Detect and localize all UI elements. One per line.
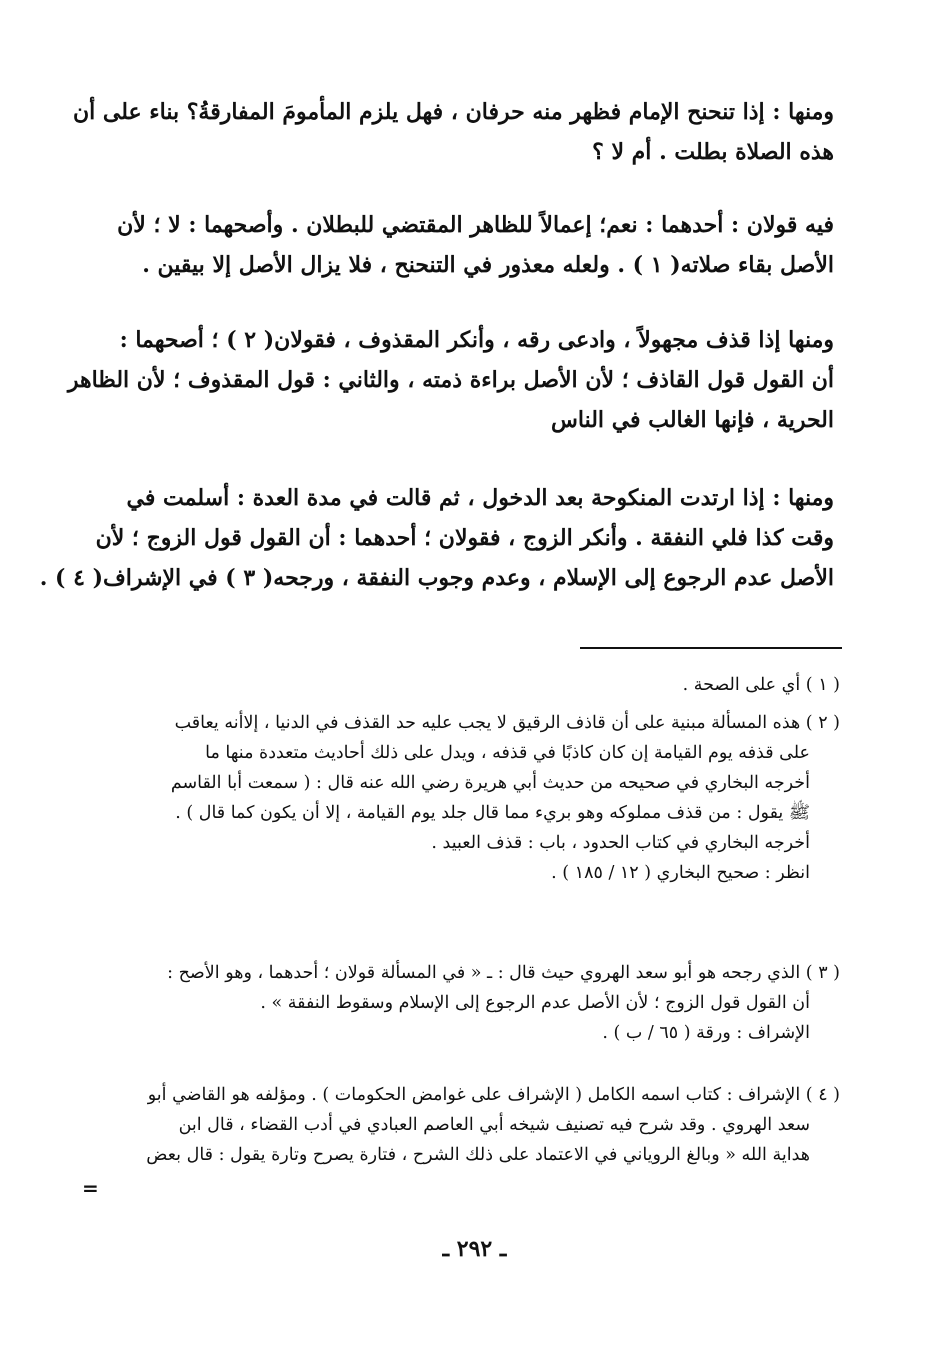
footnote-2 — [104, 708, 840, 888]
footnote-line: سعد الهروي . وقد شرح فيه تصنيف شيخه أبي العاصم العبادي في أدب القضاء ، قال ابن — [178, 1115, 810, 1135]
footnote-1 — [112, 670, 840, 700]
paragraph-line: ومنها إذا قذف مجهولاً ، وادعى رقه ، وأنكر المقذوف ، فقولان( ٢ ) ؛ أصحهما : — [119, 327, 834, 353]
paragraph-2 — [112, 205, 834, 285]
paragraph-line: ومنها : إذا ارتدت المنكوحة بعد الدخول ، ثم قالت في مدة العدة : أسلمت في — [126, 485, 834, 511]
footnote-line: على قذفه يوم القيامة إن كان كاذبًا في قذفه ، ويدل على ذلك أحاديث متعددة منها ما — [205, 743, 810, 763]
paragraph-line: ومنها : إذا تنحنح الإمام فظهر منه حرفان ، فهل يلزم المأمومَ المفارقةُ؟ بناء على أن — [72, 99, 834, 125]
footnote-separator — [580, 647, 842, 649]
paragraph-1 — [72, 92, 834, 172]
footnote-line: ( ٢ ) هذه المسألة مبنية على أن قاذف الرقيق لا يجب عليه حد القذف في الدنيا ، إلاأنه يعاقب — [174, 713, 840, 733]
page-number: ـ ٢٩٢ ـ — [442, 1236, 507, 1262]
footnote-3 — [104, 958, 840, 1048]
paragraph-3 — [67, 320, 834, 440]
footnote-line: أخرجه البخاري في كتاب الحدود ، باب : قذف العبيد . — [431, 833, 810, 853]
footnote-line: ( ١ ) أي على الصحة . — [682, 675, 840, 695]
paragraph-line: الحرية ، فإنها الغالب في الناس — [551, 407, 834, 433]
footnote-line: الإشراف : ورقة ( ٦٥ / ب ) . — [602, 1023, 810, 1043]
paragraph-line: فيه قولان : أحدهما : نعم؛ إعمالاً للظاهر المقتضي للبطلان . وأصحهما : لا ؛ لأن — [117, 212, 834, 238]
paragraph-line: وقت كذا فلي النفقة . وأنكر الزوج ، فقولان ؛ أحدهما : أن القول قول الزوج ؛ لأن — [95, 525, 834, 551]
footnote-line: أخرجه البخاري في صحيحه من حديث أبي هريرة رضي الله عنه قال : ( سمعت أبا القاسم — [170, 773, 810, 793]
paragraph-line: أن القول قول القاذف ؛ لأن الأصل براءة ذمته ، والثاني : قول المقذوف ؛ لأن الظاهر — [67, 367, 834, 393]
paragraph-4 — [39, 478, 834, 598]
footnote-4 — [104, 1080, 840, 1170]
paragraph-line: الأصل بقاء صلاته( ١ ) . ولعله معذور في التنحنح ، فلا يزال الأصل إلا بيقين . — [142, 252, 834, 278]
paragraph-line: هذه الصلاة بطلت . أم لا ؟ — [592, 139, 834, 165]
paragraph-line: الأصل عدم الرجوع إلى الإسلام ، وعدم وجوب النفقة ، ورجحه( ٣ ) في الإشراف( ٤ ) . — [39, 565, 834, 591]
footnote-line: ( ٤ ) الإشراف : كتاب اسمه الكامل ( الإشراف على غوامض الحكومات ) . ومؤلفه هو القاضي أبو — [147, 1085, 840, 1105]
footnote-line: أن القول قول الزوج ؛ لأن الأصل عدم الرجوع إلى الإسلام وسقوط النفقة » . — [260, 993, 810, 1013]
footnote-line: انظر : صحيح البخاري ( ١٢ / ١٨٥ ) . — [551, 863, 810, 883]
footnote-line: ﷺ يقول : من قذف مملوكه وهو بريء مما قال جلد يوم القيامة ، إلا أن يكون كما قال ) . — [175, 803, 810, 823]
continuation-mark: = — [82, 1176, 99, 1200]
footnote-line: هداية الله « وبالغ الروياني في الاعتماد على ذلك الشرح ، فتارة يصرح وتارة يقول : قال بعض — [146, 1145, 810, 1165]
footnote-line: ( ٣ ) الذي رجحه هو أبو سعد الهروي حيث قال : ـ « في المسألة قولان ؛ أحدهما ، وهو الأصح : — [167, 963, 840, 983]
